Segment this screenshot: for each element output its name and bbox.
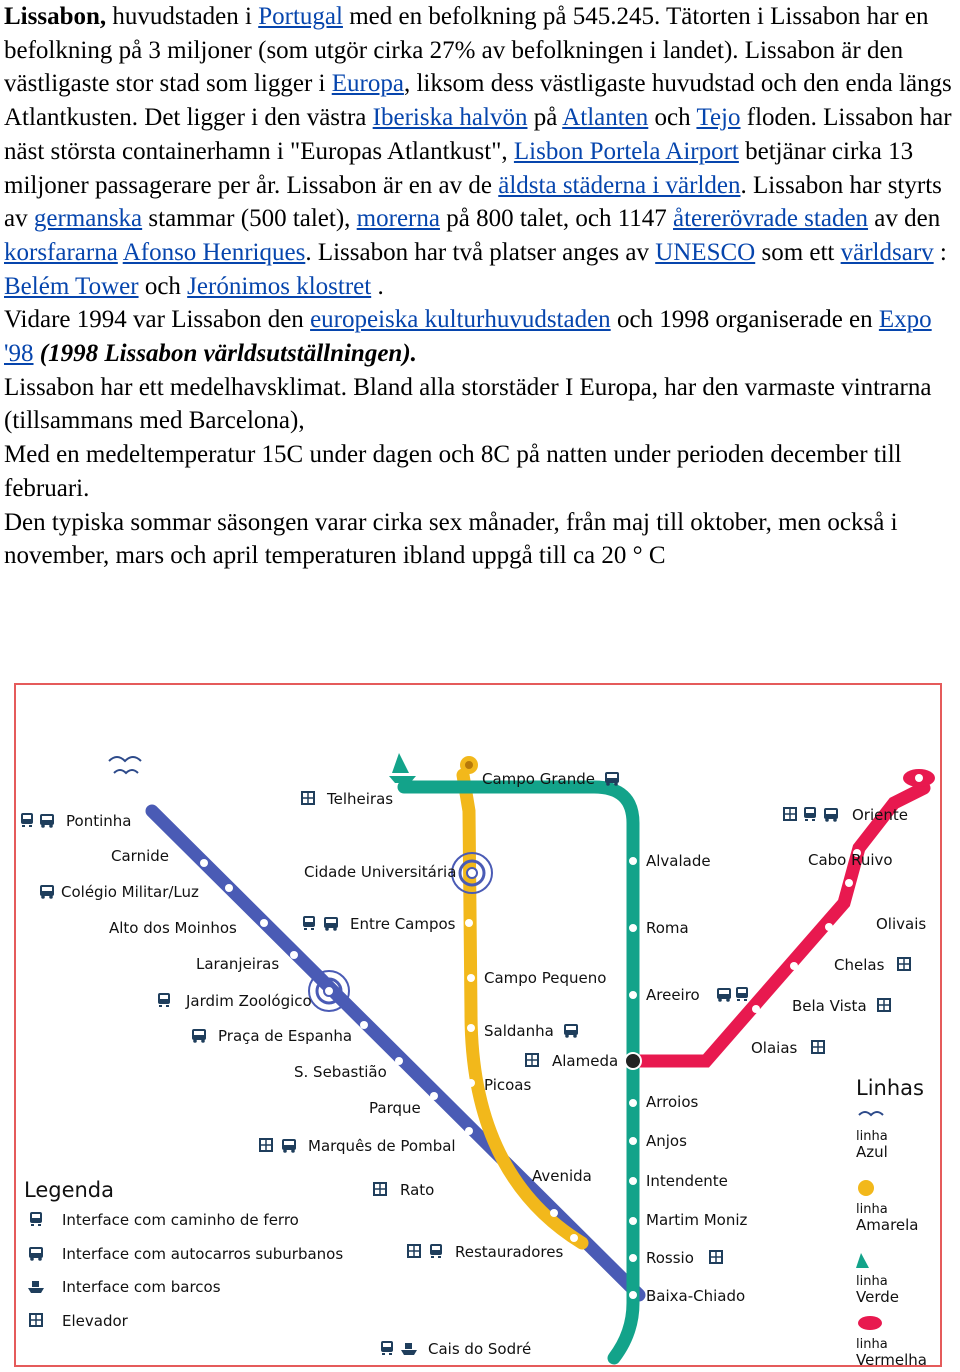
station-pontinha: Pontinha [66, 812, 132, 830]
text-run: stammar (500 talet), [142, 205, 357, 233]
station-campo-grande: Campo Grande [482, 770, 595, 788]
station-parque: Parque [369, 1099, 421, 1117]
link-iberiska-halvon[interactable]: Iberiska halvön [372, 104, 528, 132]
station-alvalade: Alvalade [646, 852, 711, 870]
station-rossio: Rossio [646, 1249, 694, 1267]
legend-title: Legenda [24, 1178, 115, 1202]
text-run: på 800 talet, och 1147 [439, 205, 674, 233]
compass-rose-icon [903, 769, 935, 787]
link-morerna[interactable]: morerna [356, 205, 440, 233]
elevator-icon [373, 1182, 387, 1196]
text-run: och [648, 104, 697, 132]
text-run: . [371, 272, 384, 300]
station-intendente: Intendente [646, 1172, 728, 1190]
station-olaias: Olaias [751, 1039, 798, 1057]
linha-azul-small: linha [856, 1129, 888, 1144]
elevator-icon [783, 807, 797, 821]
link-unesco[interactable]: UNESCO [655, 238, 756, 266]
text-run: floden. Lissabon har näst största containerhamn i "Europas Atlantkust", [4, 104, 952, 165]
text-run: som ett [755, 238, 841, 266]
station-marques-de-pombal: Marquês de Pombal [308, 1137, 456, 1155]
link-atlanten[interactable]: Atlanten [562, 104, 649, 132]
elevator-icon [877, 998, 891, 1012]
station-telheiras: Telheiras [327, 790, 394, 808]
elevator-icon [407, 1244, 421, 1258]
sunflower-icon [858, 1180, 874, 1196]
link-tejo[interactable]: Tejo [696, 104, 741, 132]
metro-map [14, 683, 944, 1369]
sunflower-icon [460, 756, 478, 774]
link-expo98[interactable]: Expo '98 [4, 306, 932, 368]
station-roma: Roma [646, 919, 689, 937]
article-text [4, 0, 956, 573]
elevator-icon [259, 1138, 273, 1152]
text-run: betjänar cirka 13 miljoner passagerare per år. Lissabon är en av de [4, 137, 914, 199]
station-baixa-chiado: Baixa-Chiado [646, 1287, 746, 1305]
paragraph-culture [4, 303, 956, 370]
station-arroios: Arroios [646, 1093, 699, 1111]
link-portugal[interactable]: Portugal [258, 3, 343, 30]
paragraph-temperature: Med en medeltemperatur 15C under dagen och 8C på natten under perioden december till februari. [4, 441, 902, 502]
linha-amarela-name: Amarela [856, 1216, 919, 1234]
linha-verde-name: Verde [856, 1288, 899, 1306]
link-europa[interactable]: Europa [331, 70, 404, 98]
linhas-title: Linhas [856, 1076, 924, 1100]
link-afonso-henriques[interactable]: Afonso Henriques [122, 238, 306, 266]
elevator-icon [811, 1040, 825, 1054]
station-entre-campos: Entre Campos [350, 915, 456, 933]
link-germanska[interactable]: germanska [33, 205, 143, 233]
station-laranjeiras: Laranjeiras [196, 955, 280, 973]
linha-vermelha-small: linha [856, 1337, 888, 1352]
station-saldanha: Saldanha [484, 1022, 554, 1040]
text-run: , liksom dess västligaste huvudstad och den enda längs Atlantkusten. Det ligger i den västra [4, 70, 952, 132]
station-alto-dos-moinhos: Alto dos Moinhos [109, 919, 237, 937]
station-sao-sebastiao: S. Sebastião [294, 1063, 387, 1081]
paragraph-intro [4, 0, 956, 303]
station-alameda: Alameda [552, 1052, 619, 1070]
text-run: och 1998 organiserade en [610, 306, 879, 334]
linha-vermelha-name: Vermelha [856, 1351, 927, 1369]
legend-item-boat: Interface com barcos [62, 1278, 221, 1296]
elevator-icon [709, 1250, 723, 1264]
station-chelas: Chelas [834, 956, 885, 974]
station-colegio-militar: Colégio Militar/Luz [61, 883, 199, 901]
station-rato: Rato [400, 1181, 435, 1199]
compass-rose-icon [858, 1316, 882, 1330]
link-varldsarv[interactable]: världsarv [840, 238, 934, 266]
interchange-alameda [625, 1053, 641, 1069]
text-run: och [138, 272, 188, 300]
elevator-icon [29, 1313, 43, 1327]
station-areeiro: Areeiro [646, 986, 700, 1004]
station-cidade-universitaria: Cidade Universitária [304, 863, 457, 881]
station-campo-pequeno: Campo Pequeno [484, 969, 607, 987]
station-carnide: Carnide [111, 847, 169, 865]
station-oriente: Oriente [852, 806, 908, 824]
elevator-icon [525, 1053, 539, 1067]
station-jardim-zoologico: Jardim Zoológico [186, 992, 312, 1010]
linha-verde-small: linha [856, 1274, 888, 1289]
link-belem-tower[interactable]: Belém Tower [4, 272, 139, 300]
legend-item-elevator: Elevador [62, 1312, 128, 1330]
city-name: Lissabon, [4, 3, 107, 30]
link-atererovrade-staden[interactable]: återerövrade staden [673, 205, 869, 233]
linha-azul-name: Azul [856, 1143, 888, 1161]
text-run: på [527, 104, 563, 132]
legend-item-bus: Interface com autocarros suburbanos [62, 1245, 344, 1263]
station-bela-vista: Bela Vista [792, 997, 867, 1015]
link-aldsta-staderna[interactable]: äldsta städerna i världen [498, 171, 741, 199]
station-picoas: Picoas [484, 1076, 532, 1094]
station-anjos: Anjos [646, 1132, 687, 1150]
elevator-icon [897, 957, 911, 971]
link-kulturhuvudstaden[interactable]: europeiska kulturhuvudstaden [310, 306, 611, 334]
station-praca-de-espanha: Praça de Espanha [218, 1027, 353, 1045]
linha-amarela-small: linha [856, 1202, 888, 1217]
text-run: : [933, 238, 947, 266]
station-cabo-ruivo: Cabo Ruivo [808, 851, 893, 869]
station-restauradores: Restauradores [455, 1243, 564, 1261]
paragraph-summer: Den typiska sommar säsongen varar cirka sex månader, från maj till oktober, men också i november, mars och april temperaturen ibland uppgå till ca 20 ° C [4, 508, 898, 570]
station-cais-do-sodre: Cais do Sodré [428, 1340, 532, 1358]
station-martim-moniz: Martim Moniz [646, 1211, 748, 1229]
elevator-icon [301, 791, 315, 805]
link-lisbon-airport[interactable]: Lisbon Portela Airport [513, 137, 739, 165]
expo-note: (1998 Lissabon världsutställningen). [39, 340, 417, 368]
text-run: med en befolkning på 545.245. Tätorten i Lissabon har en befolkning på 3 miljoner (som utgör cirka 27% av befolkningen i landet). Lissabon är den västligaste stor stad som ligger i [4, 3, 929, 98]
text-run: av den [868, 205, 941, 233]
link-jeronimos[interactable]: Jerónimos klostret [187, 272, 372, 300]
station-avenida: Avenida [532, 1167, 592, 1185]
paragraph-climate: Lissabon har ett medelhavsklimat. Bland alla storstäder I Europa, har den varmaste vintrarna (tillsammans med Barcelona), [4, 373, 932, 435]
link-korsfararna[interactable]: korsfararna [4, 238, 118, 266]
text-run: Vidare 1994 var Lissabon den [4, 306, 311, 334]
station-olivais: Olivais [876, 915, 927, 933]
text-run: . Lissabon har två platser anges av [305, 238, 656, 266]
text-run: huvudstaden i [106, 3, 259, 30]
text-run: . Lissabon har styrts av [4, 171, 942, 233]
legend-item-train: Interface com caminho de ferro [62, 1211, 299, 1229]
